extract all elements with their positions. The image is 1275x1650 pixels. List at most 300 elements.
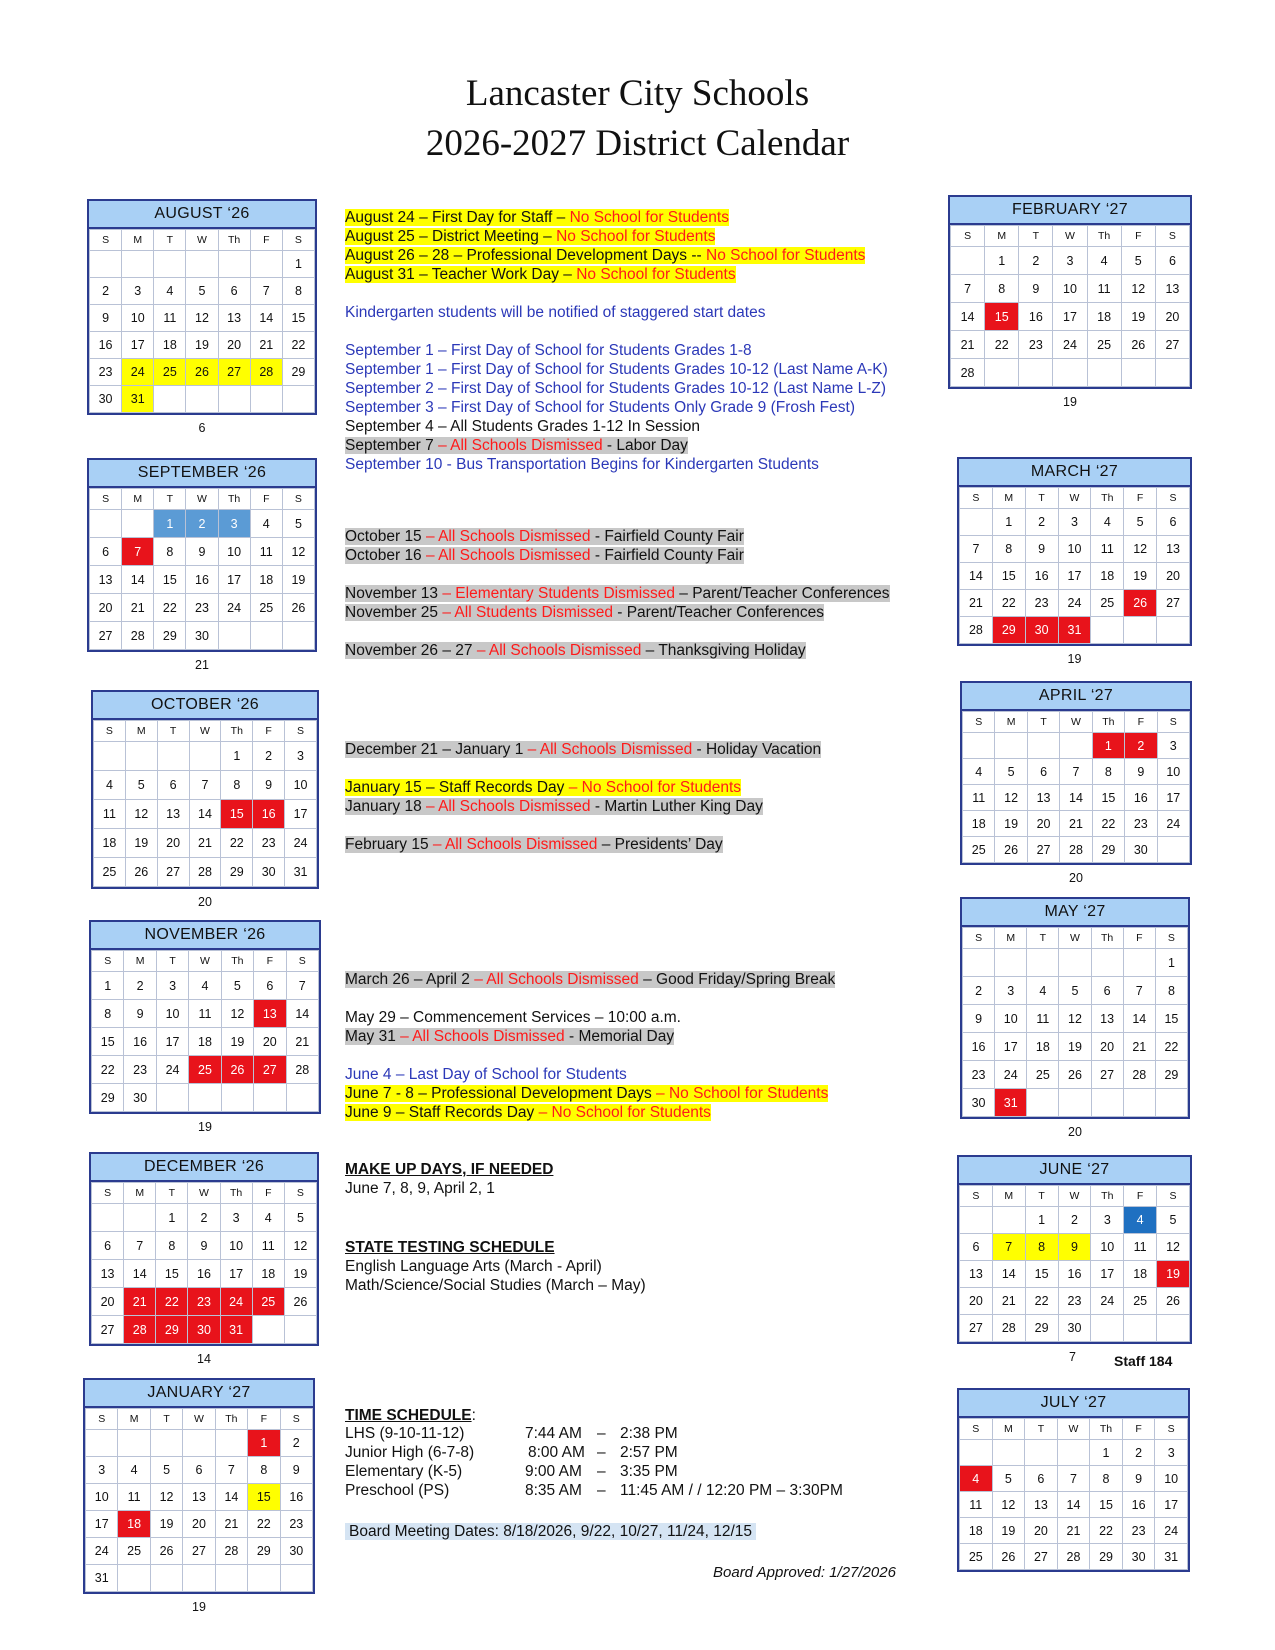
day-cell: 22 (156, 1288, 188, 1316)
day-cell: 26 (221, 1056, 253, 1084)
weekday-label: S (282, 489, 314, 510)
day-cell: 15 (154, 566, 186, 594)
day-cell: 6 (1091, 977, 1123, 1005)
weekday-label: T (156, 1183, 188, 1204)
day-cell: 24 (995, 1061, 1027, 1089)
school-day-count: 21 (195, 658, 209, 672)
day-cell: 30 (90, 386, 122, 413)
event-sep-7: September 7 – All Schools Dismissed - Labor Day (345, 437, 688, 454)
day-cell: 18 (189, 1028, 221, 1056)
time-schedule-heading: TIME SCHEDULE: (345, 1407, 476, 1424)
day-cell: 2 (963, 977, 995, 1005)
weekday-label: M (985, 226, 1019, 247)
day-cell: 27 (960, 1315, 993, 1342)
page-title-line-1: Lancaster City Schools (465, 73, 810, 114)
calendar-month-title: NOVEMBER ‘26 (91, 922, 319, 950)
event-sep-2: September 2 – First Day of School for Students Grades 10-12 (Last Name L-Z) (345, 380, 887, 397)
day-cell: 23 (1019, 331, 1053, 359)
empty-day-cell (252, 1316, 284, 1344)
weekday-label: S (960, 488, 993, 509)
day-cell: 11 (1091, 536, 1124, 563)
day-cell: 13 (1027, 785, 1059, 811)
day-cell: 19 (221, 1028, 253, 1056)
day-cell: 1 (282, 251, 314, 278)
day-cell: 8 (221, 771, 253, 800)
weekday-label: Th (221, 721, 253, 742)
day-cell: 12 (284, 1232, 316, 1260)
day-cell: 2 (1025, 509, 1058, 536)
weekday-label: T (1019, 226, 1053, 247)
day-cell: 17 (86, 1511, 118, 1538)
day-cell: 3 (220, 1204, 252, 1232)
empty-day-cell (1123, 949, 1155, 977)
day-cell: 21 (124, 1288, 156, 1316)
weekday-label: S (1155, 1419, 1188, 1440)
empty-day-cell (1157, 617, 1190, 644)
event-aug-24: August 24 – First Day for Staff – No School for Students (345, 209, 729, 226)
day-cell: 19 (992, 1518, 1025, 1544)
empty-day-cell (960, 1207, 993, 1234)
day-cell: 5 (1059, 977, 1091, 1005)
day-cell: 6 (183, 1457, 215, 1484)
day-cell: 1 (248, 1430, 280, 1457)
empty-day-cell (254, 1084, 286, 1112)
event-aug-26-28: August 26 – 28 – Professional Development Days -- No School for Students (345, 247, 866, 264)
day-cell: 28 (286, 1056, 318, 1084)
empty-day-cell (1155, 1089, 1187, 1117)
day-cell: 5 (992, 1466, 1025, 1492)
day-cell: 31 (86, 1565, 118, 1592)
day-cell: 25 (1087, 331, 1121, 359)
makeup-days: June 7, 8, 9, April 2, 1 (345, 1180, 495, 1197)
day-cell: 9 (1122, 1466, 1155, 1492)
day-cell: 13 (960, 1261, 993, 1288)
day-cell: 10 (1155, 1466, 1188, 1492)
weekday-label: Th (1087, 226, 1121, 247)
event-sep-1-grades-1-8: September 1 – First Day of School for Students Grades 1-8 (345, 342, 752, 359)
day-cell: 13 (218, 305, 250, 332)
day-cell: 20 (254, 1028, 286, 1056)
weekday-label: F (1124, 488, 1157, 509)
day-cell: 30 (1058, 1315, 1091, 1342)
calendar-month-title: AUGUST ‘26 (89, 201, 315, 229)
calendar-month-title: DECEMBER ‘26 (91, 1154, 317, 1182)
calendar-jul (957, 1388, 1190, 1572)
day-cell: 1 (985, 247, 1019, 275)
calendar-month-title: JANUARY ‘27 (85, 1380, 313, 1408)
school-day-count: 7 (1069, 1350, 1076, 1364)
weekday-label: F (1124, 1186, 1157, 1207)
day-cell: 11 (1087, 275, 1121, 303)
weekday-label: S (285, 721, 317, 742)
weekday-label: S (1157, 1186, 1190, 1207)
calendar-month-title: MAY ‘27 (962, 899, 1188, 927)
day-cell: 27 (218, 359, 250, 386)
event-oct-16: October 16 – All Schools Dismissed - Fairfield County Fair (345, 547, 744, 564)
day-cell: 4 (963, 759, 995, 785)
day-cell: 7 (960, 536, 993, 563)
day-cell: 17 (1058, 563, 1091, 590)
day-cell: 9 (124, 1000, 156, 1028)
weekday-label: S (90, 230, 122, 251)
empty-day-cell (218, 251, 250, 278)
day-cell: 13 (1155, 275, 1189, 303)
schedule-end: 11:45 AM / / 12:20 PM – 3:30PM (620, 1482, 843, 1499)
day-cell: 10 (122, 305, 154, 332)
calendar-apr (960, 681, 1192, 885)
weekday-label: W (1057, 1419, 1090, 1440)
weekday-label: Th (1090, 1419, 1123, 1440)
weekday-label: Th (215, 1409, 247, 1430)
schedule-name: Preschool (PS) (345, 1482, 450, 1499)
schedule-start: 8:35 AM (525, 1482, 582, 1499)
event-jan-15: January 15 – Staff Records Day – No School for Students (345, 779, 742, 796)
day-cell: 12 (1157, 1234, 1190, 1261)
day-cell: 25 (252, 1288, 284, 1316)
schedule-name: LHS (9-10-11-12) (345, 1425, 465, 1442)
schedule-dash: – (597, 1444, 606, 1461)
day-cell: 18 (118, 1511, 150, 1538)
day-cell: 9 (1125, 759, 1157, 785)
day-cell: 27 (92, 1316, 124, 1344)
day-cell: 18 (250, 566, 282, 594)
empty-day-cell (963, 949, 995, 977)
day-cell: 26 (1124, 590, 1157, 617)
weekday-label: F (253, 721, 285, 742)
day-cell: 18 (1124, 1261, 1157, 1288)
day-cell: 20 (92, 1288, 124, 1316)
day-cell: 14 (951, 303, 985, 331)
day-cell: 23 (90, 359, 122, 386)
day-cell: 3 (1058, 509, 1091, 536)
event-nov-26-27: November 26 – 27 – All Schools Dismissed – Thanksgiving Holiday (345, 642, 806, 659)
weekday-label: S (90, 489, 122, 510)
day-cell: 16 (1122, 1492, 1155, 1518)
school-day-count: 19 (1063, 395, 1077, 409)
weekday-label: S (282, 230, 314, 251)
day-cell: 13 (1025, 1492, 1058, 1518)
empty-day-cell (156, 1084, 188, 1112)
day-cell: 23 (1058, 1288, 1091, 1315)
day-cell: 16 (186, 566, 218, 594)
calendar-month-title: OCTOBER ‘26 (93, 692, 317, 720)
day-cell: 14 (1057, 1492, 1090, 1518)
day-cell: 1 (1092, 733, 1124, 759)
day-cell: 14 (215, 1484, 247, 1511)
day-cell: 14 (1060, 785, 1092, 811)
day-cell: 25 (960, 1544, 993, 1570)
day-cell: 14 (250, 305, 282, 332)
weekday-label: T (1025, 1186, 1058, 1207)
event-jun-7-8: June 7 - 8 – Professional Development Days – No School for Students (345, 1085, 829, 1102)
weekday-label: S (1155, 226, 1189, 247)
weekday-label: F (1125, 712, 1157, 733)
day-cell: 3 (218, 510, 250, 538)
day-cell: 10 (1058, 536, 1091, 563)
testing-ela: English Language Arts (March - April) (345, 1258, 602, 1275)
day-cell: 29 (221, 858, 253, 887)
empty-day-cell (189, 1084, 221, 1112)
weekday-label: S (284, 1183, 316, 1204)
schedule-end: 2:38 PM (620, 1425, 678, 1442)
school-day-count: 19 (192, 1600, 206, 1614)
weekday-label: Th (220, 1183, 252, 1204)
weekday-label: S (86, 1409, 118, 1430)
day-cell: 7 (286, 972, 318, 1000)
day-cell: 13 (92, 1260, 124, 1288)
day-cell: 8 (92, 1000, 124, 1028)
event-may-29: May 29 – Commencement Services – 10:00 a.m. (345, 1009, 681, 1026)
day-cell: 17 (218, 566, 250, 594)
board-meeting-dates: Board Meeting Dates: 8/18/2026, 9/22, 10/27, 11/24, 12/15 (345, 1522, 756, 1541)
event-feb-15: February 15 – All Schools Dismissed – Presidents’ Day (345, 836, 723, 853)
day-cell: 26 (992, 1544, 1025, 1570)
day-cell: 3 (1155, 1440, 1188, 1466)
day-cell: 30 (280, 1538, 312, 1565)
day-cell: 11 (189, 1000, 221, 1028)
day-cell: 22 (1090, 1518, 1123, 1544)
day-cell: 28 (1060, 837, 1092, 863)
day-cell: 18 (1087, 303, 1121, 331)
day-cell: 21 (1060, 811, 1092, 837)
day-cell: 24 (1157, 811, 1189, 837)
calendar-month-title: SEPTEMBER ‘26 (89, 460, 315, 488)
weekday-label: F (250, 489, 282, 510)
weekday-label: Th (221, 951, 253, 972)
day-cell: 19 (186, 332, 218, 359)
day-cell: 3 (86, 1457, 118, 1484)
empty-day-cell (221, 1084, 253, 1112)
weekday-label: F (1121, 226, 1155, 247)
weekday-label: S (94, 721, 126, 742)
day-cell: 6 (92, 1232, 124, 1260)
event-jun-9: June 9 – Staff Records Day – No School for Students (345, 1104, 711, 1121)
day-cell: 27 (1091, 1061, 1123, 1089)
day-cell: 8 (992, 536, 1025, 563)
day-cell: 20 (183, 1511, 215, 1538)
day-cell: 2 (1019, 247, 1053, 275)
empty-day-cell (1053, 359, 1087, 387)
weekday-label: F (250, 230, 282, 251)
empty-day-cell (150, 1430, 182, 1457)
weekday-label: Th (1091, 928, 1123, 949)
day-cell: 29 (1025, 1315, 1058, 1342)
day-cell: 10 (1091, 1234, 1124, 1261)
day-cell: 23 (124, 1056, 156, 1084)
empty-day-cell (992, 1440, 1025, 1466)
event-sep-10: September 10 - Bus Transportation Begins for Kindergarten Students (345, 456, 819, 473)
day-cell: 5 (221, 972, 253, 1000)
event-sep-4: September 4 – All Students Grades 1-12 In Session (345, 418, 700, 435)
day-cell: 18 (963, 811, 995, 837)
day-cell: 31 (1058, 617, 1091, 644)
day-cell: 14 (1123, 1005, 1155, 1033)
day-cell: 20 (90, 594, 122, 622)
empty-day-cell (118, 1565, 150, 1592)
empty-day-cell (92, 1204, 124, 1232)
day-cell: 3 (122, 278, 154, 305)
day-cell: 21 (1123, 1033, 1155, 1061)
day-cell: 23 (186, 594, 218, 622)
empty-day-cell (1059, 949, 1091, 977)
day-cell: 5 (1124, 509, 1157, 536)
day-cell: 21 (250, 332, 282, 359)
empty-day-cell (1025, 1440, 1058, 1466)
day-cell: 11 (960, 1492, 993, 1518)
day-cell: 7 (1057, 1466, 1090, 1492)
schedule-dash: – (597, 1463, 606, 1480)
empty-day-cell (960, 509, 993, 536)
day-cell: 22 (282, 332, 314, 359)
weekday-label: S (280, 1409, 312, 1430)
day-cell: 26 (995, 837, 1027, 863)
day-cell: 9 (963, 1005, 995, 1033)
weekday-label: T (1025, 488, 1058, 509)
day-cell: 29 (92, 1084, 124, 1112)
day-cell: 29 (248, 1538, 280, 1565)
day-cell: 24 (1053, 331, 1087, 359)
empty-day-cell (215, 1565, 247, 1592)
empty-day-cell (985, 359, 1019, 387)
weekday-label: W (1059, 928, 1091, 949)
day-cell: 6 (1027, 759, 1059, 785)
weekday-label: M (118, 1409, 150, 1430)
day-cell: 22 (221, 829, 253, 858)
day-cell: 13 (157, 800, 189, 829)
day-cell: 22 (1025, 1288, 1058, 1315)
day-cell: 23 (253, 829, 285, 858)
day-cell: 25 (154, 359, 186, 386)
day-cell: 1 (1025, 1207, 1058, 1234)
day-cell: 14 (286, 1000, 318, 1028)
school-day-count: 14 (197, 1352, 211, 1366)
day-cell: 16 (963, 1033, 995, 1061)
day-cell: 15 (156, 1260, 188, 1288)
day-cell: 7 (951, 275, 985, 303)
day-cell: 16 (124, 1028, 156, 1056)
day-cell: 30 (963, 1089, 995, 1117)
day-cell: 22 (985, 331, 1019, 359)
day-cell: 11 (154, 305, 186, 332)
empty-day-cell (1019, 359, 1053, 387)
day-cell: 26 (150, 1538, 182, 1565)
empty-day-cell (250, 386, 282, 413)
day-cell: 9 (186, 538, 218, 566)
day-cell: 24 (1058, 590, 1091, 617)
day-cell: 11 (252, 1232, 284, 1260)
weekday-label: S (963, 928, 995, 949)
day-cell: 21 (992, 1288, 1025, 1315)
calendar-month-title: MARCH ‘27 (959, 459, 1190, 487)
day-cell: 20 (1155, 303, 1189, 331)
empty-day-cell (154, 386, 186, 413)
day-cell: 18 (154, 332, 186, 359)
calendar-sep (87, 458, 317, 672)
event-mar-26: March 26 – April 2 – All Schools Dismissed – Good Friday/Spring Break (345, 971, 836, 988)
day-cell: 9 (90, 305, 122, 332)
event-jun-4: June 4 – Last Day of School for Students (345, 1066, 627, 1083)
day-cell: 31 (220, 1316, 252, 1344)
day-cell: 11 (250, 538, 282, 566)
day-cell: 29 (154, 622, 186, 650)
calendar-may (960, 897, 1190, 1139)
weekday-label: S (1157, 712, 1189, 733)
day-cell: 30 (186, 622, 218, 650)
day-cell: 12 (186, 305, 218, 332)
day-cell: 7 (1060, 759, 1092, 785)
event-nov-25: November 25 – All Students Dismissed - Parent/Teacher Conferences (345, 604, 825, 621)
day-cell: 28 (1123, 1061, 1155, 1089)
day-cell: 15 (1155, 1005, 1187, 1033)
day-cell: 31 (122, 386, 154, 413)
day-cell: 30 (124, 1084, 156, 1112)
empty-day-cell (1027, 733, 1059, 759)
day-cell: 31 (285, 858, 317, 887)
day-cell: 13 (254, 1000, 286, 1028)
empty-day-cell (86, 1430, 118, 1457)
day-cell: 18 (94, 829, 126, 858)
day-cell: 21 (1057, 1518, 1090, 1544)
day-cell: 5 (995, 759, 1027, 785)
event-sep-1-grades-10-12: September 1 – First Day of School for Students Grades 10-12 (Last Name A-K) (345, 361, 888, 378)
day-cell: 19 (1059, 1033, 1091, 1061)
day-cell: 12 (1121, 275, 1155, 303)
schedule-name: Junior High (6-7-8) (345, 1444, 475, 1461)
day-cell: 7 (250, 278, 282, 305)
day-cell: 24 (285, 829, 317, 858)
schedule-dash: – (597, 1425, 606, 1442)
day-cell: 28 (960, 617, 993, 644)
day-cell: 18 (960, 1518, 993, 1544)
day-cell: 9 (188, 1232, 220, 1260)
day-cell: 19 (125, 829, 157, 858)
day-cell: 2 (186, 510, 218, 538)
day-cell: 1 (221, 742, 253, 771)
day-cell: 26 (125, 858, 157, 887)
weekday-label: F (254, 951, 286, 972)
day-cell: 14 (189, 800, 221, 829)
empty-day-cell (282, 386, 314, 413)
day-cell: 28 (992, 1315, 1025, 1342)
day-cell: 4 (960, 1466, 993, 1492)
makeup-heading: MAKE UP DAYS, IF NEEDED (345, 1161, 554, 1178)
school-day-count: 19 (198, 1120, 212, 1134)
day-cell: 5 (1121, 247, 1155, 275)
weekday-label: F (1123, 928, 1155, 949)
day-cell: 21 (122, 594, 154, 622)
day-cell: 16 (90, 332, 122, 359)
day-cell: 21 (951, 331, 985, 359)
event-nov-13: November 13 – Elementary Students Dismissed – Parent/Teacher Conferences (345, 585, 890, 602)
day-cell: 24 (156, 1056, 188, 1084)
empty-day-cell (1157, 1315, 1190, 1342)
weekday-label: W (189, 721, 221, 742)
board-approved: Board Approved: 1/27/2026 (713, 1564, 896, 1581)
day-cell: 30 (253, 858, 285, 887)
day-cell: 28 (250, 359, 282, 386)
weekday-label: F (248, 1409, 280, 1430)
day-cell: 25 (1124, 1288, 1157, 1315)
testing-math: Math/Science/Social Studies (March – May) (345, 1277, 646, 1294)
day-cell: 16 (1125, 785, 1157, 811)
empty-day-cell (951, 247, 985, 275)
day-cell: 2 (188, 1204, 220, 1232)
day-cell: 11 (1027, 1005, 1059, 1033)
day-cell: 24 (122, 359, 154, 386)
day-cell: 21 (189, 829, 221, 858)
empty-day-cell (124, 1204, 156, 1232)
day-cell: 9 (1019, 275, 1053, 303)
